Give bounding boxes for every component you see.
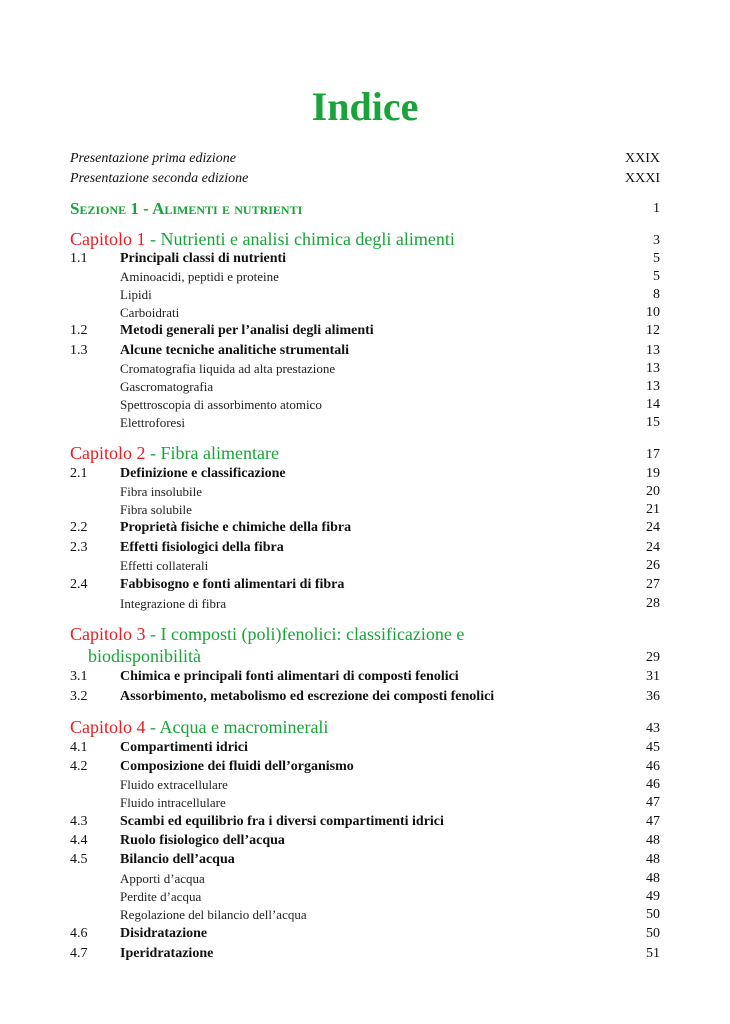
page-number: 15 [646,415,660,430]
entry-text: Presentazione prima edizione [70,151,236,166]
entry-text: Chimica e principali fonti alimentari di composti fenolici [120,669,459,684]
page-number: 24 [646,540,660,555]
section-number: 4.3 [70,814,88,829]
toc-section-entry[interactable] [70,322,660,340]
page-number: 1 [653,201,660,216]
page-number: 14 [646,397,660,412]
chapter-title: Fibra alimentare [160,443,279,463]
entry-text: Fabbisogno e fonti alimentari di fibra [120,577,345,592]
toc-subsection-entry[interactable] [70,414,660,432]
page-number: 28 [646,596,660,611]
entry-text: Fibra solubile [120,502,192,517]
chapter-label: Capitolo 3 [70,624,146,644]
entry-text: Presentazione seconda edizione [70,171,249,186]
page-number: 31 [646,669,660,684]
page-number: 13 [646,343,660,358]
page-number: 24 [646,520,660,535]
toc-subsection-entry[interactable] [70,888,660,906]
page-number: 46 [646,777,660,792]
page-number: 47 [646,795,660,810]
section-number: 1.2 [70,323,88,338]
page-number: 5 [653,251,660,266]
entry-text: Fluido intracellulare [120,795,226,810]
page-number: 50 [646,926,660,941]
entry-text: Effetti fisiologici della fibra [120,540,284,555]
section-number: 2.4 [70,577,88,592]
entry-text: Disidratazione [120,926,208,941]
toc-section-entry[interactable] [70,925,660,943]
page-number: 48 [646,852,660,867]
toc-subsection-entry[interactable] [70,776,660,794]
page-number: 48 [646,871,660,886]
page-number: 47 [646,814,660,829]
section-number: 2.3 [70,540,88,555]
page-number: 13 [646,379,660,394]
toc-section-entry[interactable] [70,813,660,831]
entry-text: Elettroforesi [120,415,185,430]
section-number: 2.1 [70,466,88,481]
page-number: 21 [646,502,660,517]
page-number: 20 [646,484,660,499]
page-number: 46 [646,759,660,774]
page-number: 45 [646,740,660,755]
section-number: 4.1 [70,740,88,755]
chapter-title-continued: biodisponibilità [88,646,202,666]
toc-chapter-row[interactable]: Capitolo 4 - Acqua e macrominerali 43 [70,717,660,737]
toc-subsection-entry[interactable] [70,557,660,575]
chapter-title: Nutrienti e analisi chimica degli alimenti [160,229,455,249]
entry-text: Definizione e classificazione [120,466,286,481]
toc-chapter-row[interactable]: Capitolo 1 - Nutrienti e analisi chimica degli alimenti 3 [70,229,660,249]
page-number: 17 [646,447,660,462]
entry-text: Spettroscopia di assorbimento atomico [120,397,322,412]
entry-text: Iperidratazione [120,946,214,961]
entry-text: Cromatografia liquida ad alta prestazione [120,361,336,376]
section-number: 3.2 [70,689,88,704]
toc-section-entry[interactable] [70,832,660,850]
page-number: 51 [646,946,660,961]
page-number: XXIX [625,151,660,166]
page-number: 29 [646,650,660,665]
toc-presentation-row[interactable] [70,150,660,168]
entry-text: Lipidi [120,287,152,302]
entry-text: Principali classi di nutrienti [120,251,287,266]
toc-section-entry[interactable] [70,945,660,963]
entry-text: Perdite d’acqua [120,889,202,904]
section-number: 4.7 [70,946,88,961]
page-number: 27 [646,577,660,592]
entry-text: Ruolo fisiologico dell’acqua [120,833,285,848]
page-number: 12 [646,323,660,338]
section-number: 4.2 [70,759,88,774]
toc-section-entry[interactable] [70,576,660,594]
toc-subsection-entry[interactable] [70,501,660,519]
toc-chapter-row[interactable]: Capitolo 3 - I composti (poli)fenolici: classificazione e [70,624,465,644]
toc-subsection-entry[interactable] [70,396,660,414]
entry-text: Metodi generali per l’analisi degli alimenti [120,323,374,338]
entry-text: Apporti d’acqua [120,871,205,886]
chapter-label: Capitolo 2 [70,443,146,463]
entry-text: Scambi ed equilibrio fra i diversi compartimenti idrici [120,814,444,829]
toc-section-entry[interactable] [70,250,660,268]
toc-subsection-entry[interactable] [70,794,660,812]
entry-text: Aminoacidi, peptidi e proteine [120,269,279,284]
toc-section-entry[interactable] [70,519,660,537]
entry-text: Fluido extracellulare [120,777,228,792]
section-number: 3.1 [70,669,88,684]
toc-subsection-entry[interactable] [70,483,660,501]
chapter-label: Capitolo 4 [70,717,146,737]
entry-text: Fibra insolubile [120,484,202,499]
toc-section-row[interactable] [70,200,660,218]
entry-text: Compartimenti idrici [120,740,248,755]
page-title: Indice [311,84,419,129]
entry-text: Carboidrati [120,305,180,320]
toc-section-entry[interactable] [70,758,660,776]
entry-text: Composizione dei fluidi dell’organismo [120,759,354,774]
entry-text: Alcune tecniche analitiche strumentali [120,343,350,358]
toc-section-entry[interactable] [70,342,660,360]
page-number: 13 [646,361,660,376]
page-number: 48 [646,833,660,848]
page-number: 19 [646,466,660,481]
page-number: 26 [646,558,660,573]
toc-subsection-entry[interactable] [70,286,660,304]
page-number: 50 [646,907,660,922]
toc-subsection-entry[interactable] [70,378,660,396]
toc-section-entry[interactable] [70,668,660,686]
chapter-title: I composti (poli)fenolici: classificazione e [160,624,465,644]
section-number: 4.6 [70,926,88,941]
page-number: 3 [653,233,660,248]
toc-chapter-continuation[interactable] [70,645,660,667]
toc-section-entry[interactable] [70,688,660,706]
entry-text: Regolazione del bilancio dell’acqua [120,907,307,922]
toc-section-entry[interactable] [70,851,660,869]
section-number: 4.4 [70,833,88,848]
page-number: 8 [653,287,660,302]
toc-subsection-entry[interactable] [70,268,660,286]
entry-text: Proprietà fisiche e chimiche della fibra [120,520,352,535]
section-number: 1.1 [70,251,88,266]
toc-subsection-entry[interactable] [70,304,660,322]
toc-section-entry[interactable] [70,465,660,483]
toc-chapter-row[interactable]: Capitolo 2 - Fibra alimentare 17 [70,443,660,463]
entry-text: Bilancio dell’acqua [120,852,235,867]
toc-section-entry[interactable] [70,739,660,757]
entry-text: Integrazione di fibra [120,596,227,611]
toc-subsection-entry[interactable] [70,595,660,613]
section-number: 2.2 [70,520,88,535]
entry-text: Gascromatografia [120,379,214,394]
page-number: XXXI [625,171,660,186]
page-number: 49 [646,889,660,904]
page-number: 36 [646,689,660,704]
chapter-label: Capitolo 1 [70,229,146,249]
toc-section-entry[interactable] [70,539,660,557]
section-number: 1.3 [70,343,88,358]
entry-text: Effetti collaterali [120,558,209,573]
toc-subsection-entry[interactable] [70,870,660,888]
toc-subsection-entry[interactable] [70,906,660,924]
page-number: 5 [653,269,660,284]
section-number: 4.5 [70,852,88,867]
chapter-title: Acqua e macrominerali [159,717,329,737]
page-number: 43 [646,721,660,736]
toc-presentation-row[interactable] [70,170,660,188]
toc-subsection-entry[interactable] [70,360,660,378]
entry-text: Assorbimento, metabolismo ed escrezione dei composti fenolici [120,689,495,704]
section-title: Sezione 1 - Alimenti e nutrienti [70,199,303,218]
page-number: 10 [646,305,660,320]
